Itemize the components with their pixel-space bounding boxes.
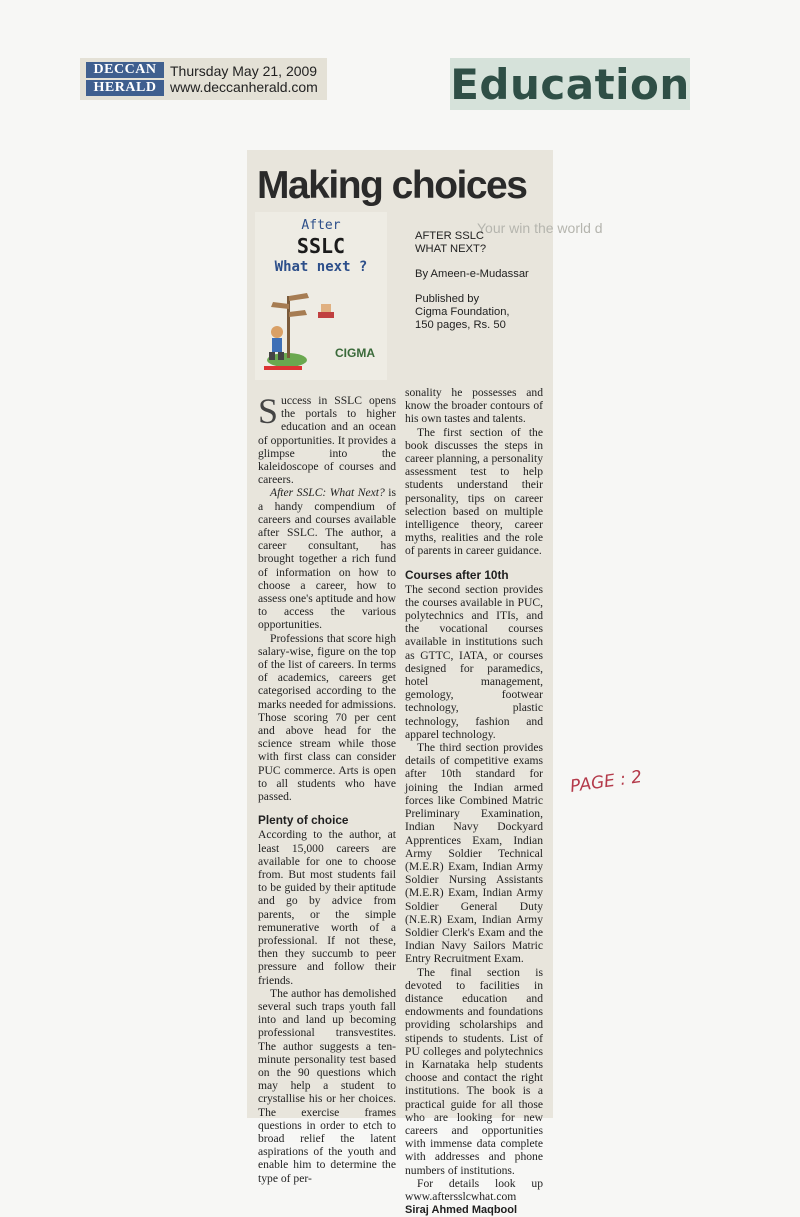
publisher-line2: Cigma Foundation, — [415, 306, 510, 318]
paragraph: The third section provides details of competitive exams after 10th standard for joining the Indian armed forces like Combined Matric Preliminary Examination, Indian Navy Dockyard Apprentices Exam, Indian Army Soldier Technical (M.E.R) Exam, Indian Army Soldier Nursing Assistants (M.E.R) Exam, Indian Army Soldier General Duty (N.E.R) Exam, Indian Army Soldier Clerk's Exam and the Indian Navy Sailors Matric Entry Recruitment Exam. — [405, 741, 543, 966]
subheading-plenty-of-choice: Plenty of choice — [258, 813, 349, 828]
masthead — [80, 58, 327, 100]
article-headline: Making choices — [257, 164, 527, 207]
paragraph: The final section is devoted to facilities in distance education and endowments and foundations providing scholarships and stipends to students. List of PU colleges and polytechnics in Karnataka help students choose and contact the right institutions. The book is a practical guide for all those who are looking for new careers and opportunities with immense data complete with addresses and phone numbers of institutions. — [405, 965, 543, 1177]
website-url: www.deccanherald.com — [170, 79, 318, 95]
article-clipping — [247, 150, 603, 1217]
paragraph: uccess in SSLC opens the portals to higher education and an ocean of opportunities. It provides a glimpse into the kaleidoscope of courses and careers. — [258, 394, 396, 487]
section-banner — [450, 58, 690, 110]
paragraph: According to the author, at least 15,000 careers are available for one to choose from. But most students fail to be guided by their aptitude and go by advice from parents, or the simple remunerative worth of a professional. If not these, then they succumb to peer pressure and follow their friends. — [258, 828, 396, 987]
paragraph: is a handy compendium of careers and courses available after SSLC. The author, a career consultant, has brought together a rich fund of information on how to choose a career, how to assess one's aptitude and how to access the various opportunities. — [258, 486, 396, 632]
cover-sslc-text: SSLC — [296, 234, 346, 258]
book-details — [415, 230, 551, 332]
paragraph: Professions that score high salary-wise, figure on the top of the list of careers. In terms of academics, careers get categorised according to the marks needed for admissions. Those scoring 70 per cent and above head for the science stream while those with first class can consider PUC commerce. Arts is open to all students who have passed. — [258, 631, 396, 804]
book-title-italic: After SSLC: What Next? — [270, 486, 385, 500]
book-cover — [255, 212, 387, 380]
publisher-line1: Published by — [415, 293, 480, 305]
publication-date: Thursday May 21, 2009 — [170, 63, 318, 79]
paragraph: For details look up www.aftersslcwhat.com — [405, 1176, 543, 1203]
paragraph: The second section provides the courses available in PUC, polytechnics and ITIs, and the vocational courses available in institutions such as GTTC, IATA, or courses designed for paramedics, hotel management, gemology, footwear technology, plastic technology, fashion and apparel technology. — [405, 582, 543, 741]
drop-cap: S — [258, 391, 279, 431]
paragraph: The author has demolished several such traps youth fall into and land up becoming professional transvestites. The author suggests a ten-minute personality test based on the 90 questions which may help a student to crystallise his or her choices. The exercise frames questions in order to etch to broad relief the latent aspirations of the youth and enable him to determine the type of per- — [258, 986, 396, 1185]
bleed-through-text: Your win the world d — [477, 220, 603, 236]
paragraph: The first section of the book discusses the steps in career planning, a personality assessment test to help students understand their personality, tips on career selection based on multiple intelligence theory, career myths, realities and the role of parents in career guidance. — [405, 425, 543, 558]
book-author: By Ameen-e-Mudassar — [415, 268, 529, 280]
book-title-line2: WHAT NEXT? — [415, 243, 487, 255]
reviewer-byline: Siraj Ahmed Maqbool — [405, 1204, 518, 1217]
publisher-logo-text: CIGMA — [335, 346, 375, 360]
book-title-line1: AFTER SSLC — [415, 230, 485, 242]
handwritten-page-note: PAGE : 2 — [568, 767, 644, 797]
cover-what-next-text: What next ? — [274, 259, 368, 275]
cover-after-text: After — [301, 218, 341, 233]
publisher-line3: 150 pages, Rs. 50 — [415, 319, 506, 331]
article-column-right — [405, 386, 543, 1217]
logo-line2: HERALD — [86, 80, 164, 96]
paragraph: sonality he possesses and know the broader contours of his own tastes and talents. — [405, 386, 543, 426]
newspaper-logo — [86, 62, 164, 96]
article-body — [256, 386, 548, 1217]
section-title: Education — [450, 59, 690, 109]
logo-line1: DECCAN — [86, 62, 164, 78]
subheading-courses-after-10th: Courses after 10th — [405, 567, 509, 582]
article-column-left — [258, 391, 396, 1185]
